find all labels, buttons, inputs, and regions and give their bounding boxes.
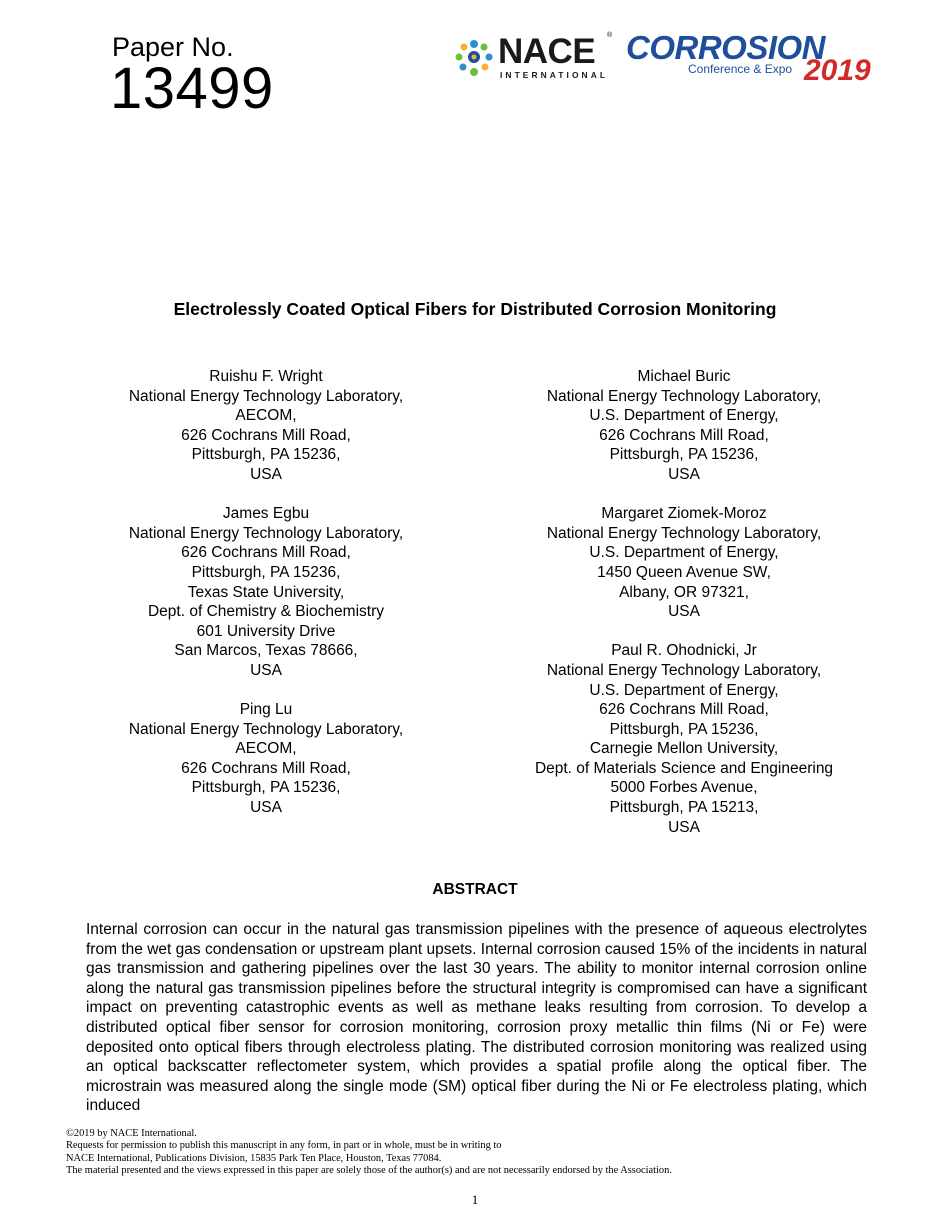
author-affiliation-line: National Energy Technology Laboratory, (546, 524, 822, 542)
author-name: Michael Buric (637, 368, 731, 385)
author-affiliation-line: 626 Cochrans Mill Road, (181, 544, 351, 562)
author-affiliation-line: Pittsburgh, PA 15213, (609, 799, 759, 817)
author-affiliation-line: National Energy Technology Laboratory, (128, 720, 404, 738)
author-affiliation-line: U.S. Department of Energy, (589, 407, 779, 425)
author-affiliation-line: AECOM, (235, 407, 297, 425)
author-affiliation-line: U.S. Department of Energy, (589, 544, 779, 562)
author-name: Ping Lu (239, 701, 293, 719)
author-affiliation-line: USA (250, 799, 282, 817)
author-name: James Egbu (222, 505, 310, 523)
author-affiliation-line: Pittsburgh, PA 15236, (191, 446, 341, 464)
paper-title: Electrolessly Coated Optical Fibers for Distributed Corrosion Monitoring (173, 299, 777, 319)
author-affiliation-line: 626 Cochrans Mill Road, (599, 701, 769, 719)
authors-left-column (56, 367, 476, 837)
author-block (56, 367, 476, 485)
abstract-body: Internal corrosion can occur in the natural gas transmission pipelines with the presence of aqueous electrolytes from the wet gas condensation or upstream plant upsets. Internal corrosion caused 15% of the incidents in natural gas transmission and gathering pipelines over the last 30 years. The ability to monitor internal corrosion online along the natural gas transmission pipelines before the structural integrity is compromised can have a significant impact on preventing catastrophic events as well as methane leaks resulting from corrosion. To develop a distributed optical fiber sensor for corrosion monitoring, corrosion proxy metallic thin films (Ni or Fe) were deposited onto optical fibers through electroless plating. The distributed corrosion monitoring was realized using an optical backscatter reflectometer system, which provides a spatial profile along the optical fiber. The microstrain was measured along the single mode (SM) optical fiber during the Ni or Fe electroless plating, which induced (86, 921, 867, 1115)
author-block (474, 504, 894, 622)
authors-right-column (474, 367, 894, 857)
author-block (474, 641, 894, 837)
corrosion-logo-year: 2019 (804, 54, 871, 87)
author-affiliation-line: National Energy Technology Laboratory, (128, 524, 404, 542)
footer-line: NACE International, Publications Division, 15835 Park Ten Place, Houston, Texas 77084. (66, 1152, 442, 1164)
author-affiliation-line: Pittsburgh, PA 15236, (191, 563, 341, 581)
copyright-footer (66, 1128, 672, 1178)
author-affiliation-line: Pittsburgh, PA 15236, (609, 446, 759, 464)
footer-line: Requests for permission to publish this manuscript in any form, in part or in whole, must be in writing to (66, 1140, 502, 1152)
author-affiliation-line: 601 University Drive (196, 622, 336, 640)
paper-number: 13499 (110, 56, 274, 121)
author-affiliation-line: Texas State University, (187, 583, 345, 601)
author-affiliation-line: 626 Cochrans Mill Road, (599, 426, 769, 444)
nace-logo (452, 34, 617, 82)
author-affiliation-line: National Energy Technology Laboratory, (546, 661, 822, 679)
author-block (56, 700, 476, 818)
nace-globe-icon (454, 36, 494, 80)
author-affiliation-line: USA (668, 603, 700, 621)
author-affiliation-line: 626 Cochrans Mill Road, (181, 759, 351, 777)
author-affiliation-line: National Energy Technology Laboratory, (128, 387, 404, 405)
author-name: Ruishu F. Wright (209, 368, 323, 385)
author-affiliation-line: Dept. of Materials Science and Engineering (534, 759, 834, 777)
author-affiliation-line: San Marcos, Texas 78666, (174, 642, 358, 660)
abstract-heading: ABSTRACT (432, 881, 518, 898)
author-affiliation-line: 1450 Queen Avenue SW, (597, 563, 771, 581)
corrosion-logo-subtitle: Conference & Expo (688, 62, 793, 76)
author-affiliation-line: U.S. Department of Energy, (589, 681, 779, 699)
footer-line: ©2019 by NACE International. (66, 1128, 197, 1139)
page-number: 1 (471, 1192, 479, 1207)
nace-logo-subtitle: INTERNATIONAL (500, 70, 609, 80)
author-name: Paul R. Ohodnicki, Jr (611, 642, 757, 660)
author-affiliation-line: Albany, OR 97321, (619, 583, 749, 601)
corrosion-logo-text: CORROSION (626, 29, 826, 66)
nace-registered-mark: ® (607, 32, 613, 39)
corrosion-conference-logo (626, 30, 886, 86)
author-name: Margaret Ziomek-Moroz (601, 505, 767, 523)
author-affiliation-line: USA (668, 465, 700, 483)
author-affiliation-line: USA (250, 661, 282, 679)
author-affiliation-line: AECOM, (235, 740, 297, 758)
author-block (56, 504, 476, 680)
footer-line: The material presented and the views expressed in this paper are solely those of the author(s) and are not necessarily endorsed by the Association. (66, 1165, 672, 1177)
author-affiliation-line: 626 Cochrans Mill Road, (181, 426, 351, 444)
paper-number-label: Paper No. (112, 32, 234, 62)
author-affiliation-line: Carnegie Mellon University, (589, 740, 779, 758)
author-affiliation-line: 5000 Forbes Avenue, (610, 779, 758, 797)
author-affiliation-line: National Energy Technology Laboratory, (546, 387, 822, 405)
author-affiliation-line: Pittsburgh, PA 15236, (191, 779, 341, 797)
nace-logo-text: NACE (498, 32, 596, 71)
author-affiliation-line: USA (250, 465, 282, 483)
author-affiliation-line: USA (668, 818, 700, 836)
author-block (474, 367, 894, 485)
author-affiliation-line: Dept. of Chemistry & Biochemistry (147, 603, 384, 621)
author-affiliation-line: Pittsburgh, PA 15236, (609, 720, 759, 738)
